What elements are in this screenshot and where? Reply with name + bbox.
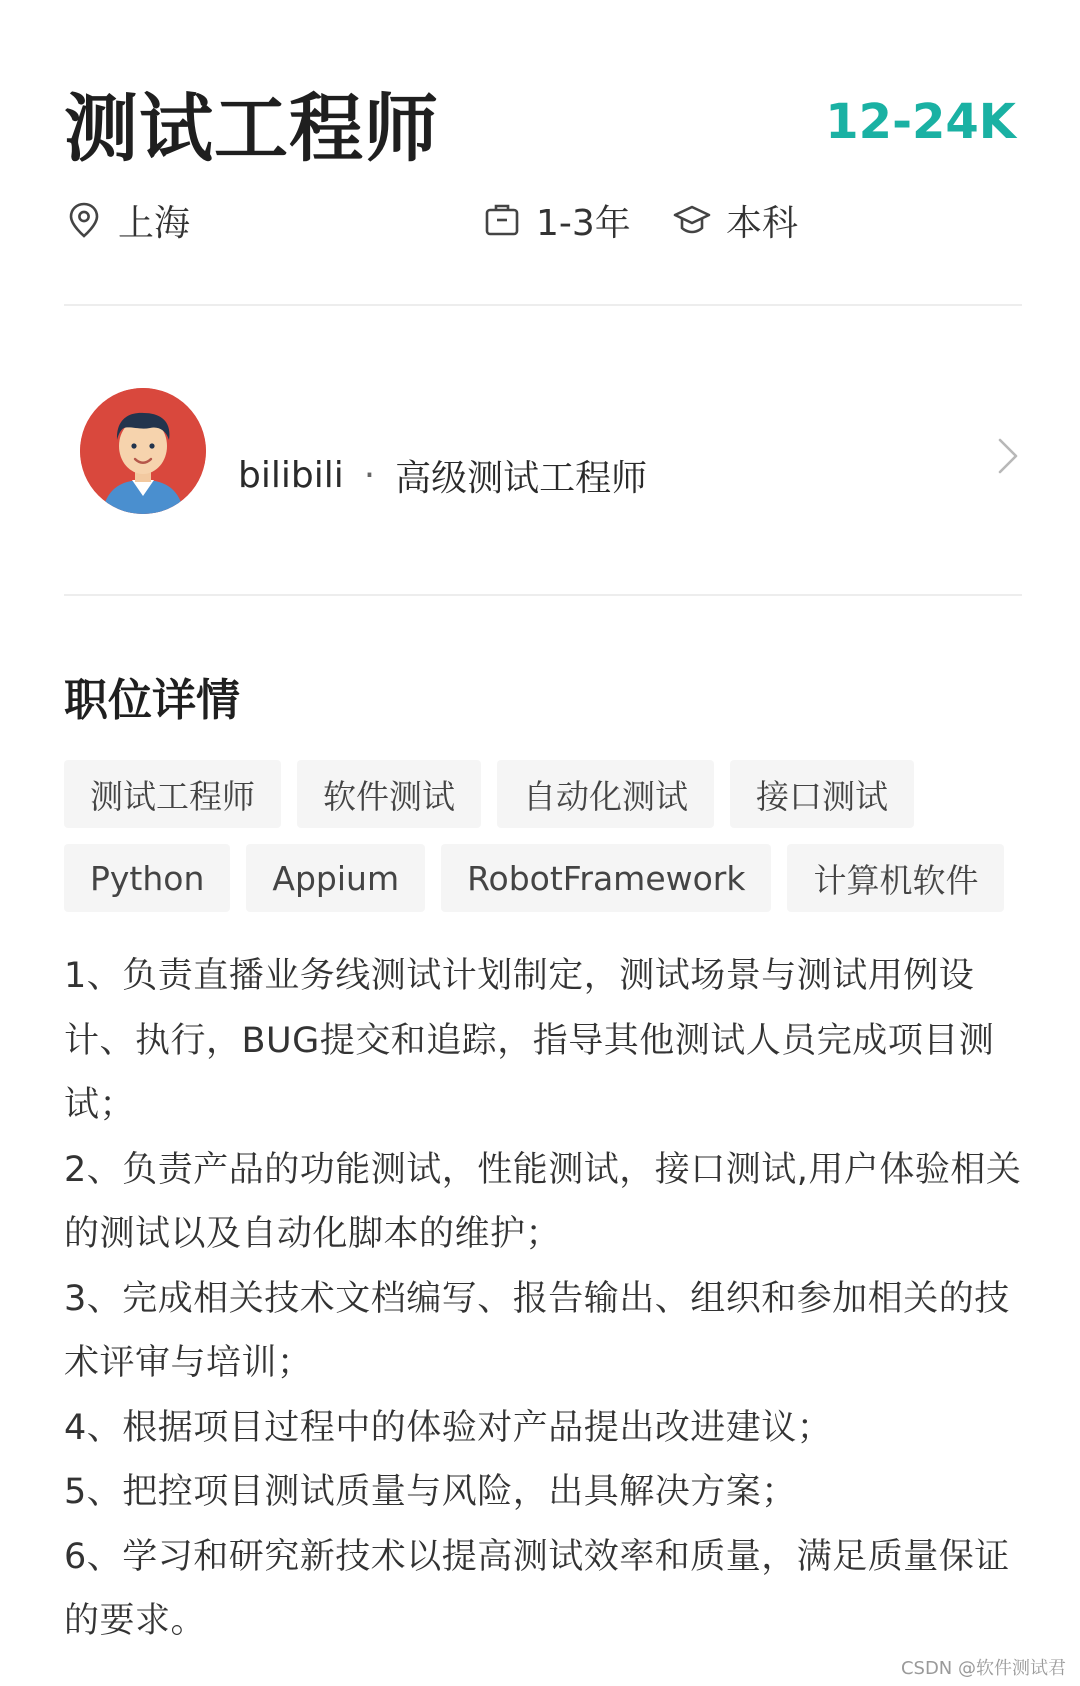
divider [64, 304, 1022, 306]
tag: 测试工程师 [64, 760, 281, 828]
recruiter-info [238, 450, 647, 501]
description-item: 5、把控项目测试质量与风险，出具解决方案； [64, 1472, 797, 1512]
description-item: 2、负责产品的功能测试，性能测试，接口测试,用户体验相关的测试以及自动化脚本的维护； [64, 1149, 1022, 1254]
separator-dot: · [363, 455, 376, 496]
location-pin-icon [64, 200, 104, 240]
tag-row-2 [64, 844, 1004, 912]
job-description [64, 944, 1024, 1654]
graduation-cap-icon [672, 200, 712, 240]
description-item: 3、完成相关技术文档编写、报告输出、组织和参加相关的技术评审与培训； [64, 1278, 1010, 1383]
description-item: 6、学习和研究新技术以提高测试效率和质量，满足质量保证的要求。 [64, 1536, 1010, 1641]
avatar-illustration [80, 388, 206, 514]
tag: 接口测试 [730, 760, 914, 828]
experience-text: 1-3年 [536, 202, 631, 244]
salary: 12-24K [825, 94, 1016, 150]
description-item: 4、根据项目过程中的体验对产品提出改进建议； [64, 1407, 833, 1448]
chevron-right-icon[interactable] [994, 434, 1022, 478]
tag: Appium [246, 844, 425, 912]
experience [482, 195, 631, 245]
briefcase-icon [482, 200, 522, 240]
recruiter-card[interactable] [64, 388, 1022, 518]
tag-row-1 [64, 760, 914, 828]
divider [64, 594, 1022, 596]
tag: Python [64, 844, 230, 912]
recruiter-position: 高级测试工程师 [395, 458, 648, 499]
location-text: 上海 [118, 202, 191, 244]
watermark: CSDN @软件测试君 [900, 1658, 1066, 1679]
tag: RobotFramework [441, 844, 771, 912]
education [672, 195, 798, 245]
job-meta-row [64, 195, 1024, 245]
tag: 自动化测试 [497, 760, 714, 828]
tag: 计算机软件 [787, 844, 1004, 912]
education-text: 本科 [726, 202, 799, 244]
recruiter-company: bilibili [238, 455, 344, 496]
section-title: 职位详情 [64, 675, 240, 726]
description-item: 1、负责直播业务线测试计划制定，测试场景与测试用例设计、执行，BUG提交和追踪，指导其他测试人员完成项目测试； [64, 956, 995, 1125]
job-title: 测试工程师 [64, 86, 439, 172]
tag: 软件测试 [297, 760, 481, 828]
avatar [80, 388, 206, 514]
location [64, 195, 190, 245]
